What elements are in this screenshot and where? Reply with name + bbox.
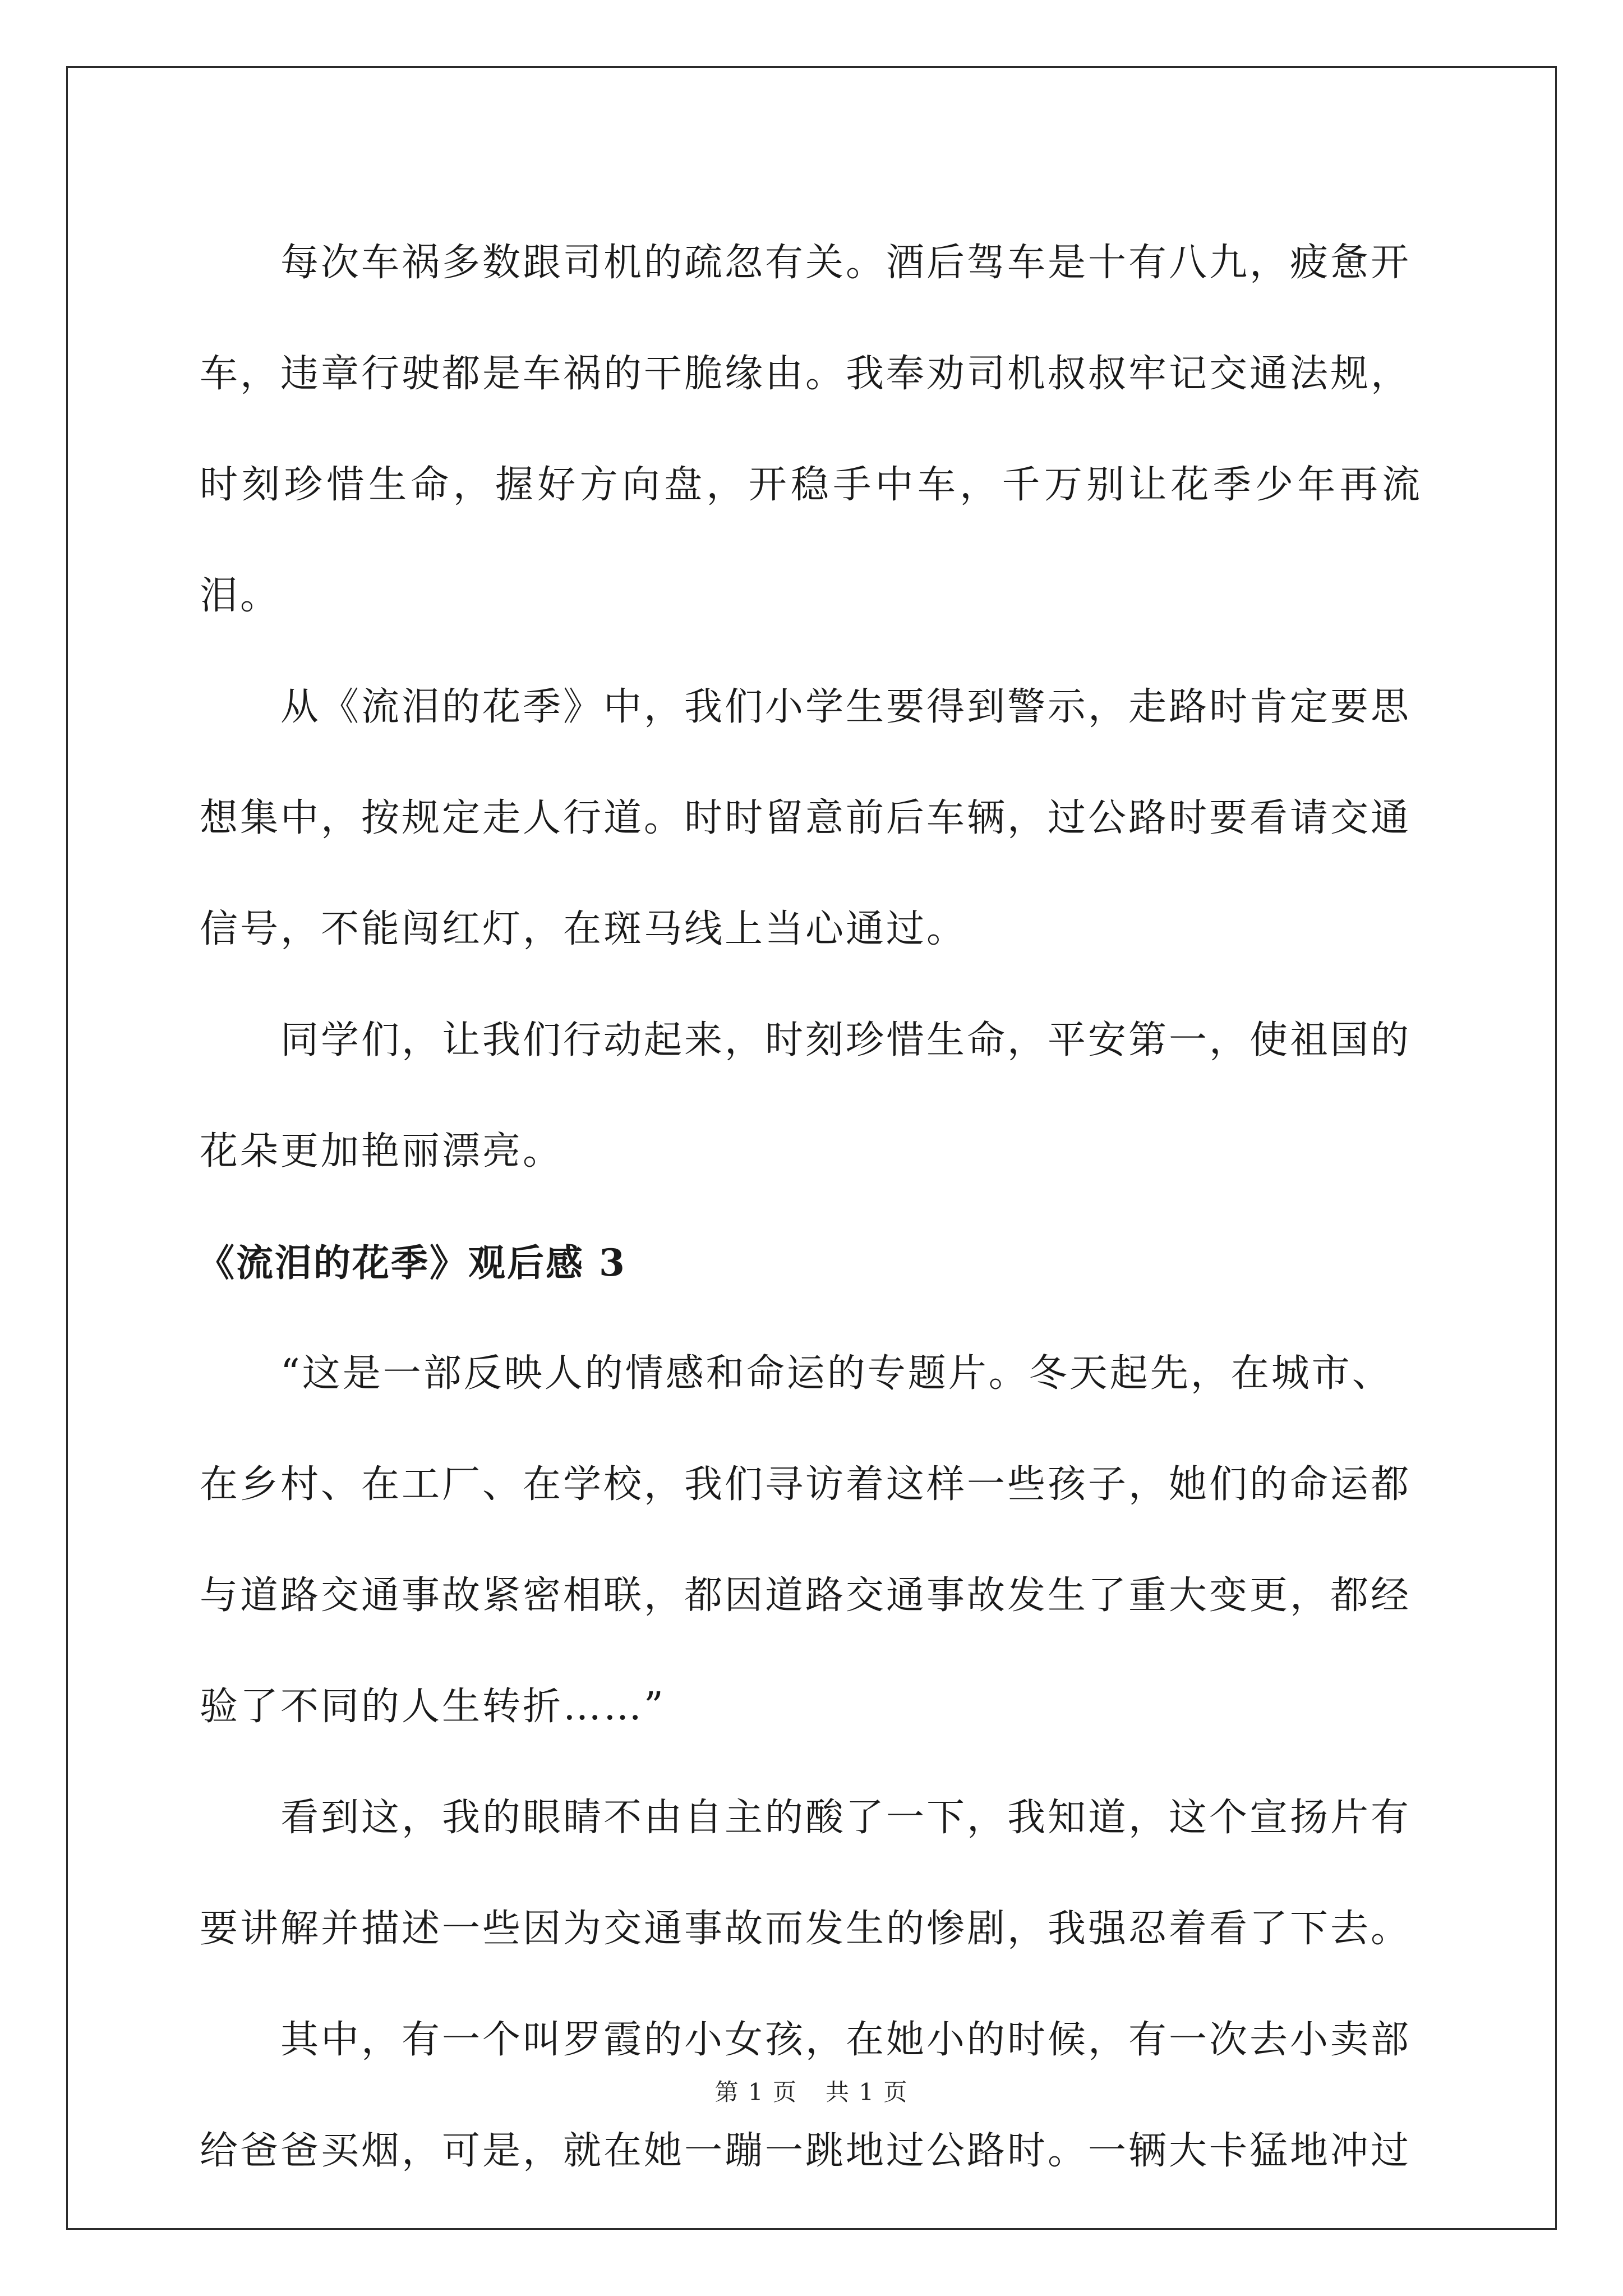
paragraph-3 [200, 985, 1422, 1207]
text-line: 验了不同的人生转折……” [200, 1685, 666, 1729]
document-body [197, 208, 1422, 2207]
text-line: 同学们，让我们行动起来，时刻珍惜生命，平安第一，使祖国的 [280, 1018, 1412, 1062]
text-line: 在乡村、在工厂、在学校，我们寻访着这样一些孩子，她们的命运都 [200, 1462, 1412, 1507]
paragraph-2 [200, 652, 1422, 985]
text-line: 看到这，我的眼睛不由自主的酸了一下，我知道，这个宣扬片有 [280, 1796, 1412, 1840]
text-line: 车，违章行驶都是车祸的干脆缘由。我奉劝司机叔叔牢记交通法规， [200, 352, 1412, 396]
text-line: 其中，有一个叫罗霞的小女孩，在她小的时候，有一次去小卖部 [280, 2018, 1412, 2062]
paragraph-1 [200, 208, 1422, 652]
text-line: 与道路交通事故紧密相联，都因道路交通事故发生了重大变更，都经 [200, 1573, 1412, 1618]
page-footer [0, 2076, 1623, 2109]
text-line: “这是一部反映人的情感和命运的专题片。冬天起先，在城市、 [280, 1351, 1393, 1396]
text-line: 想集中，按规定走人行道。时时留意前后车辆，过公路时要看请交通 [200, 796, 1412, 840]
paragraph-5 [200, 1763, 1422, 1985]
section-heading: 《流泪的花季》观后感 3 [197, 1241, 626, 1285]
text-line: 给爸爸买烟，可是，就在她一蹦一跳地过公路时。一辆大卡猛地冲过 [200, 2129, 1412, 2173]
page-total: 共 1 页 [826, 2078, 909, 2106]
text-line: 花朵更加艳丽漂亮。 [200, 1129, 564, 1174]
text-line: 从《流泪的花季》中，我们小学生要得到警示，走路时肯定要思 [280, 685, 1412, 729]
text-line: 每次车祸多数跟司机的疏忽有关。酒后驾车是十有八九，疲惫开 [280, 241, 1412, 285]
page-number: 第 1 页 [714, 2078, 797, 2106]
paragraph-4 [200, 1318, 1422, 1763]
text-line: 时刻珍惜生命，握好方向盘，开稳手中车，千万别让花季少年再流泪。 [200, 463, 1422, 618]
text-line: 要讲解并描述一些因为交通事故而发生的惨剧，我强忍着看了下去。 [200, 1907, 1412, 1951]
text-line: 信号，不能闯红灯，在斑马线上当心通过。 [200, 907, 967, 951]
